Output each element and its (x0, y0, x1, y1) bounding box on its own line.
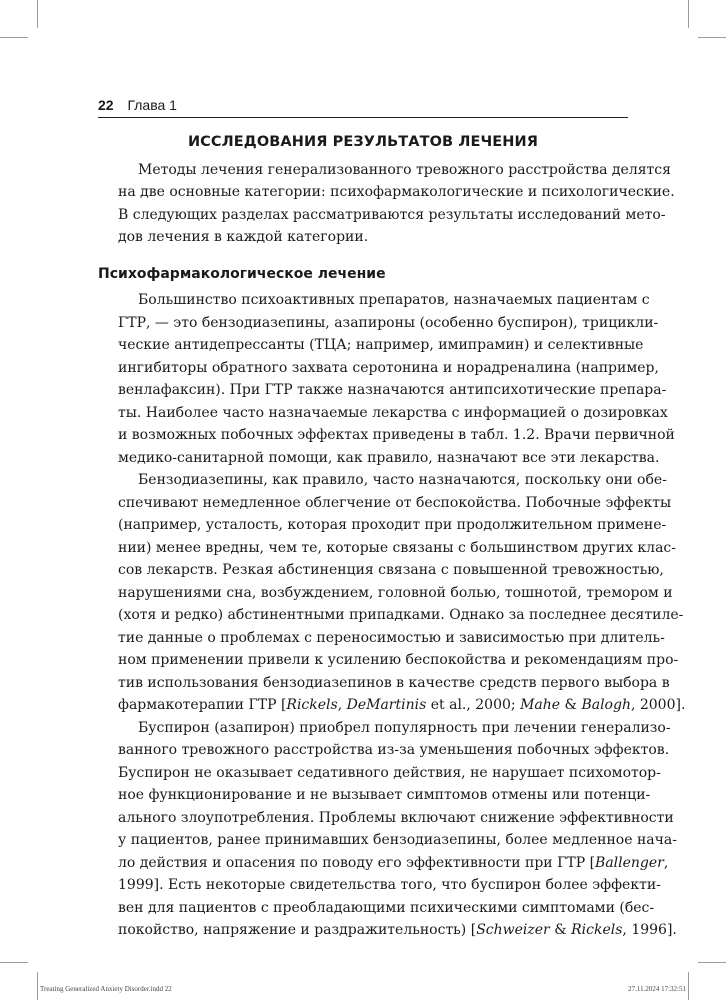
crop-mark (37, 972, 38, 1000)
crop-mark (688, 972, 689, 1000)
crop-mark (0, 37, 28, 38)
chapter-label: Глава 1 (127, 97, 177, 113)
citation-line: ло действия и опасения по поводу его эффективности при ГТР [Ballenger, (118, 854, 669, 871)
header-rule (98, 117, 628, 118)
crop-mark (37, 0, 38, 28)
citation-line: покойство, напряжение и раздражительность) [Schweizer & Rickels, 1996]. (118, 922, 677, 938)
intro-paragraph: Методы лечения генерализованного тревожного расстройства делятся на две основные категории: психофармакологические и психологические. В следующих разделах рассматриваются результаты исследований мето- дов лечения в каждой категории. (118, 161, 675, 245)
crop-mark (0, 962, 28, 963)
running-header (98, 97, 628, 117)
citation-line: фармакотерапии ГТР [Rickels, DeMartinis et al., 2000; Mahe & Balogh, 2000]. (118, 697, 686, 713)
crop-mark (688, 0, 689, 28)
section-title: ИССЛЕДОВАНИЯ РЕЗУЛЬТАТОВ ЛЕЧЕНИЯ (187, 134, 539, 150)
crop-mark (698, 962, 726, 963)
paragraph-3: Буспирон (азапирон) приобрел популярность при лечении генерализо- ванного тревожного расстройства из-за уменьшения побочных эффектов. Буспирон не оказывает седативного действия, не нарушает психомотор- ное функционирование и не вызывает симптомов отмены или потенци- ального злоупотребления. Проблемы включают снижение эффективности у пациентов, ранее принимавших бензодиазепины, более медленное нача- ло действия и опасения по поводу его эффективности при ГТР [Ballenger, 1999]. Есть некоторые свидетельства того, что буспирон более эффекти- вен для пациентов с преобладающими психическими симптомами (бес- покойство, напряжение и раздражительность) [Schweizer & Rickels, 1996]. (98, 717, 628, 942)
subsection-title: Психофармакологическое лечение (98, 265, 386, 282)
page-body (98, 131, 686, 942)
footer-file: Treating Generalized Anxiety Disorder.indd 22 (40, 985, 172, 993)
crop-mark (698, 37, 726, 38)
footer-timestamp: 27.11.2024 17:32:51 (628, 985, 686, 993)
page-number: 22 (98, 97, 114, 113)
paragraph-2: Бензодиазепины, как правило, часто назначаются, поскольку они обе- спечивают немедленное облегчение от беспокойства. Побочные эффекты (например, усталость, которая проходит при продолжительном примене- нии) менее вредны, чем те, которые связаны с большинством других клас- сов лекарств. Резкая абстиненция связана с повышенной тревожностью, нарушениями сна, возбуждением, головной болью, тошнотой, тремором и (хотя и редко) абстинентными припадками. Однако за последнее десятиле- тие данные о проблемах с переносимостью и зависимостью при длитель- ном применении привели к усилению беспокойства и рекомендациям про- тив использования бензодиазепинов в качестве средств первого выбора в фармакотерапии ГТР [Rickels, DeMartinis et al., 2000; Mahe & Balogh, 2000]. (98, 469, 628, 717)
paragraph-1: Большинство психоактивных препаратов, назначаемых пациентам с ГТР, — это бензодиазепины, азапироны (особенно буспирон), трицикли- ческие антидепрессанты (ТЦА; например, имипрамин) и селективные ингибиторы обратного захвата серотонина и норадреналина (например, венлафаксин). При ГТР также назначаются антипсихотические препара- ты. Наиболее часто назначаемые лекарства с информацией о дозировках и возможных побочных эффектах приведены в табл. 1.2. Врачи первичной медико-санитарной помощи, как правило, назначают все эти лекарства. (118, 292, 675, 466)
